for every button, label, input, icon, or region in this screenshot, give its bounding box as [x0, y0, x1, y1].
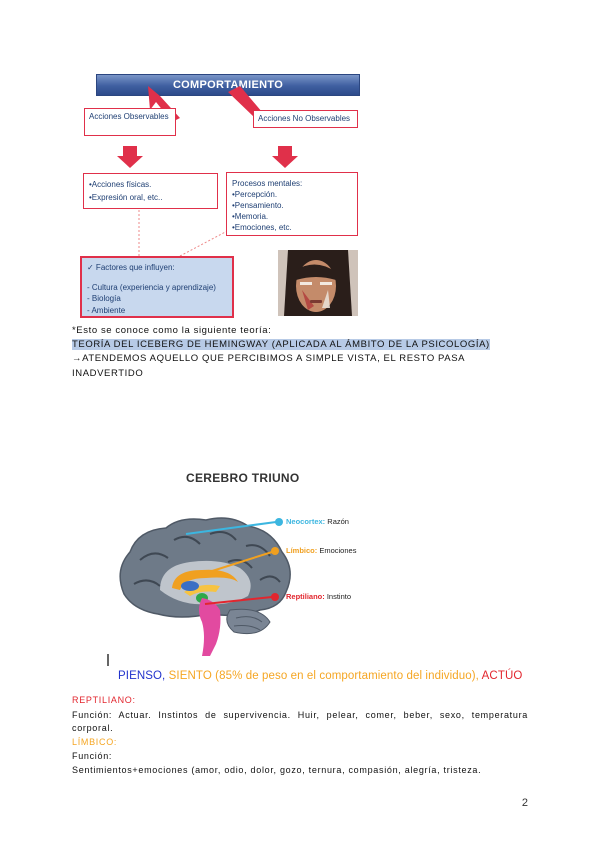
reptiliano-name: Reptiliano:: [286, 592, 325, 601]
physical-item: •Expresión oral, etc..: [89, 193, 163, 202]
neocortex-name: Neocortex:: [286, 517, 326, 526]
limbico-function-label: Función:: [72, 751, 113, 761]
attend-line-1: →ATENDEMOS AQUELLO QUE PERCIBIMOS A SIMPLE VISTA, EL RESTO PASA: [72, 353, 466, 364]
mental-item: •Memoria.: [232, 212, 269, 221]
non-observable-actions-label: Acciones No Observables: [258, 114, 351, 123]
think-feel-act-line: [118, 670, 522, 682]
mental-item: Procesos mentales:: [232, 179, 303, 188]
note-line: *Esto se conoce como la siguiente teoría:: [72, 325, 272, 336]
limbico-heading: LÍMBICO:: [72, 737, 118, 747]
reptiliano-label: [286, 592, 351, 601]
physical-actions-box: [83, 173, 218, 209]
pienso-text: PIENSO,: [118, 670, 166, 682]
non-observable-actions-box: [253, 110, 358, 128]
physical-item: •Acciones físicas.: [89, 180, 152, 189]
factors-title: ✓ Factores que influyen:: [87, 263, 175, 272]
observable-actions-box: [84, 108, 176, 136]
face-photo: [278, 250, 358, 316]
down-arrow-right: [272, 146, 298, 168]
mental-processes-box: [226, 172, 358, 236]
brain-illustration: [110, 510, 300, 660]
reptiliano-function: Función: Actuar. Instintos de supervivencia. Huir, pelear, comer, beber, sexo, temperatura corporal.: [72, 710, 528, 733]
reptiliano-heading: REPTILIANO:: [72, 695, 136, 705]
brain-title: CEREBRO TRIUNO: [186, 471, 300, 485]
limbico-desc: Emociones: [319, 546, 357, 555]
factor-item: - Biología: [87, 294, 121, 303]
neocortex-desc: Razón: [327, 517, 349, 526]
reptiliano-desc: Instinto: [326, 592, 352, 601]
mental-item: •Percepción.: [232, 190, 278, 199]
comportamiento-banner: COMPORTAMIENTO: [96, 74, 360, 96]
neocortex-label: [286, 517, 349, 526]
page-number: 2: [521, 797, 528, 809]
limbico-label: [286, 546, 356, 555]
siento-text: SIENTO (85% de peso en el comportamiento del individuo),: [168, 670, 479, 682]
mental-item: •Pensamiento.: [232, 201, 284, 210]
down-arrow-left: [117, 146, 143, 168]
mental-item: •Emociones, etc.: [232, 223, 292, 232]
theory-line: TEORÍA DEL ICEBERG DE HEMINGWAY (APLICADA AL ÁMBITO DE LA PSICOLOGÍA): [72, 339, 490, 350]
actuo-text: ACTÚO: [481, 670, 523, 682]
limbico-function: Sentimientos+emociones (amor, odio, dolor, gozo, ternura, compasión, alegría, tristeza.: [72, 765, 482, 775]
factor-item: - Cultura (experiencia y aprendizaje): [87, 282, 216, 292]
observable-actions-label: Acciones Observables: [89, 112, 169, 121]
attend-line-2: INADVERTIDO: [72, 368, 144, 379]
limbico-name: Límbico:: [286, 546, 318, 555]
factors-box: [80, 256, 234, 318]
factor-item: - Ambiente: [87, 305, 126, 315]
